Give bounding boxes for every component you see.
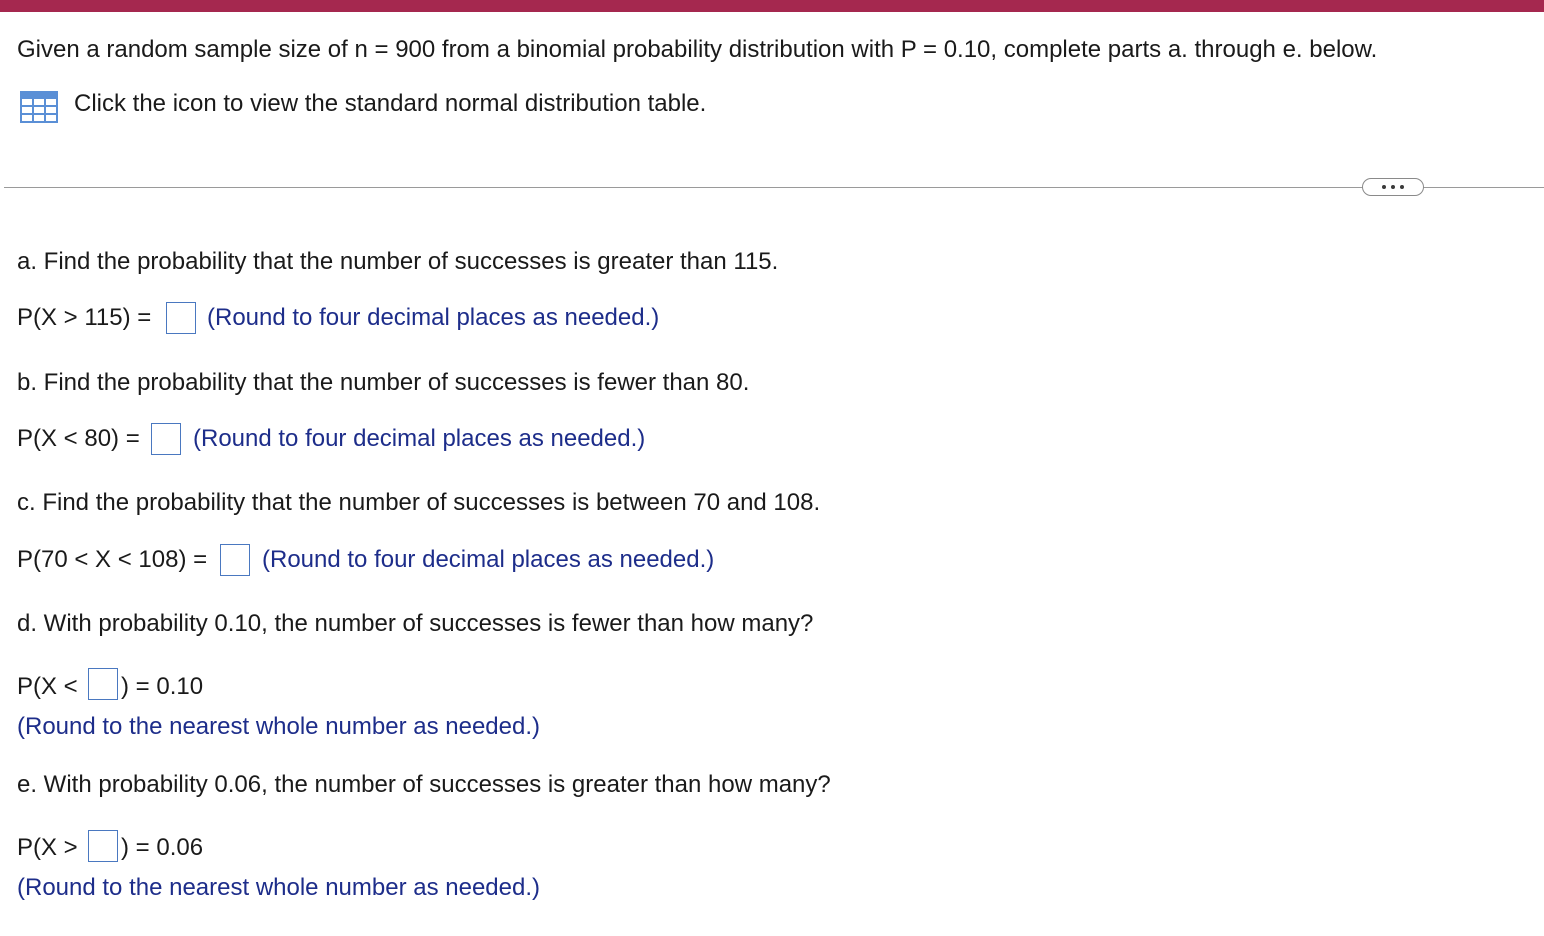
part-a-label: P(X > 115) = [17,304,152,331]
part-d-label-prefix: P(X < [17,673,78,700]
part-c-label: P(70 < X < 108) = [17,546,208,573]
part-e-label-suffix: ) = 0.06 [121,834,204,861]
part-b-answer-input[interactable] [151,423,181,455]
part-a-hint: (Round to four decimal places as needed.) [207,304,660,331]
part-d-hint: (Round to the nearest whole number as needed.) [17,713,540,740]
part-e-question: e. With probability 0.06, the number of successes is greater than how many? [17,771,831,798]
part-d-label-suffix: ) = 0.10 [121,673,204,700]
table-link-text[interactable]: Click the icon to view the standard normal distribution table. [74,90,707,117]
part-c-question: c. Find the probability that the number of successes is between 70 and 108. [17,489,821,516]
part-c-answer-input[interactable] [220,544,250,576]
part-b-question: b. Find the probability that the number of successes is fewer than 80. [17,369,750,396]
section-divider [4,187,1544,188]
top-accent-bar [0,0,1544,12]
ellipsis-icon [1382,185,1386,189]
part-b-label: P(X < 80) = [17,425,140,452]
part-d-question: d. With probability 0.10, the number of successes is fewer than how many? [17,610,814,637]
part-e-hint: (Round to the nearest whole number as needed.) [17,874,540,901]
more-options-button[interactable] [1362,178,1424,196]
table-grid-icon[interactable] [20,91,58,123]
problem-statement: Given a random sample size of n = 900 from a binomial probability distribution with P = 0.10, complete parts a. through e. below. [17,36,1378,63]
part-a-question: a. Find the probability that the number of successes is greater than 115. [17,248,779,275]
part-c-hint: (Round to four decimal places as needed.) [262,546,715,573]
part-e-answer-input[interactable] [88,830,118,862]
part-a-answer-input[interactable] [166,302,196,334]
part-b-hint: (Round to four decimal places as needed.) [193,425,646,452]
part-d-answer-input[interactable] [88,668,118,700]
part-e-label-prefix: P(X > [17,834,78,861]
